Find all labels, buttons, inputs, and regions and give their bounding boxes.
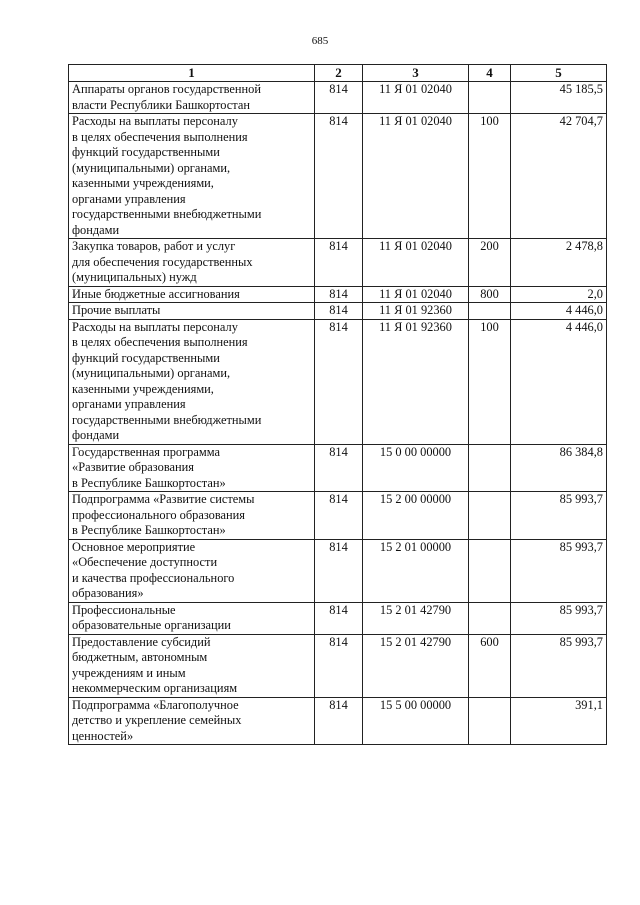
amount-cell: 85 993,7 bbox=[511, 539, 607, 602]
expense-type-cell bbox=[469, 539, 511, 602]
ministry-code-cell: 814 bbox=[315, 286, 363, 303]
table-row bbox=[69, 602, 607, 634]
page-number: 685 bbox=[311, 35, 329, 47]
column-header-4: 4 bbox=[469, 65, 511, 82]
expense-type-cell: 200 bbox=[469, 239, 511, 287]
expense-type-cell bbox=[469, 697, 511, 745]
table-row bbox=[69, 492, 607, 540]
amount-cell: 42 704,7 bbox=[511, 114, 607, 239]
amount-cell: 4 446,0 bbox=[511, 319, 607, 444]
table-row bbox=[69, 539, 607, 602]
table-row bbox=[69, 444, 607, 492]
row-name: Иные бюджетные ассигнования bbox=[72, 286, 240, 301]
amount-cell: 85 993,7 bbox=[511, 634, 607, 697]
target-article-cell: 11 Я 01 92360 bbox=[363, 319, 469, 444]
target-article-cell: 15 2 01 00000 bbox=[363, 539, 469, 602]
row-name-cell bbox=[69, 286, 315, 303]
row-name-cell bbox=[69, 634, 315, 697]
row-name: Предоставление субсидий бюджетным, автономным учреждениям и иным некоммерческим организациям bbox=[72, 634, 238, 695]
ministry-code-cell: 814 bbox=[315, 114, 363, 239]
row-name: Основное мероприятие «Обеспечение доступности и качества профессионального образования» bbox=[72, 539, 235, 600]
table-row bbox=[69, 634, 607, 697]
expense-type-cell bbox=[469, 303, 511, 320]
target-article-cell: 11 Я 01 02040 bbox=[363, 114, 469, 239]
row-name: Профессиональные образовательные организации bbox=[72, 602, 231, 632]
target-article-cell: 15 5 00 00000 bbox=[363, 697, 469, 745]
ministry-code-cell: 814 bbox=[315, 697, 363, 745]
row-name-cell bbox=[69, 239, 315, 287]
row-name-cell bbox=[69, 492, 315, 540]
expense-type-cell bbox=[469, 492, 511, 540]
header-row bbox=[69, 65, 607, 82]
amount-cell: 2,0 bbox=[511, 286, 607, 303]
column-header-1: 1 bbox=[69, 65, 315, 82]
table-row bbox=[69, 697, 607, 745]
expense-type-cell: 100 bbox=[469, 114, 511, 239]
budget-table bbox=[68, 64, 607, 745]
amount-cell: 85 993,7 bbox=[511, 492, 607, 540]
table-row bbox=[69, 286, 607, 303]
row-name: Закупка товаров, работ и услуг для обеспечения государственных (муниципальных) нужд bbox=[72, 239, 253, 284]
target-article-cell: 11 Я 01 02040 bbox=[363, 239, 469, 287]
table-row bbox=[69, 303, 607, 320]
column-header-2: 2 bbox=[315, 65, 363, 82]
expense-type-cell: 800 bbox=[469, 286, 511, 303]
row-name-cell bbox=[69, 114, 315, 239]
amount-cell: 86 384,8 bbox=[511, 444, 607, 492]
expense-type-cell bbox=[469, 444, 511, 492]
row-name-cell bbox=[69, 697, 315, 745]
row-name-cell bbox=[69, 444, 315, 492]
row-name: Государственная программа «Развитие образования в Республике Башкортостан» bbox=[72, 444, 226, 490]
row-name: Расходы на выплаты персоналу в целях обеспечения выполнения функций государственными (муниципальными) органами, казенными учреждениями, органами управления государственными внебюджетными фондами bbox=[72, 319, 262, 442]
target-article-cell: 15 2 01 42790 bbox=[363, 602, 469, 634]
table-body bbox=[69, 82, 607, 745]
row-name: Подпрограмма «Развитие системы профессионального образования в Республике Башкортостан» bbox=[72, 492, 255, 537]
amount-cell: 4 446,0 bbox=[511, 303, 607, 320]
ministry-code-cell: 814 bbox=[315, 634, 363, 697]
row-name-cell bbox=[69, 602, 315, 634]
row-name: Подпрограмма «Благополучное детство и укрепление семейных ценностей» bbox=[72, 697, 242, 743]
table-row bbox=[69, 82, 607, 114]
target-article-cell: 11 Я 01 02040 bbox=[363, 82, 469, 114]
target-article-cell: 15 2 01 42790 bbox=[363, 634, 469, 697]
expense-type-cell: 100 bbox=[469, 319, 511, 444]
ministry-code-cell: 814 bbox=[315, 303, 363, 320]
expense-type-cell bbox=[469, 82, 511, 114]
row-name-cell bbox=[69, 303, 315, 320]
table-row bbox=[69, 319, 607, 444]
target-article-cell: 11 Я 01 92360 bbox=[363, 303, 469, 320]
ministry-code-cell: 814 bbox=[315, 492, 363, 540]
ministry-code-cell: 814 bbox=[315, 239, 363, 287]
ministry-code-cell: 814 bbox=[315, 539, 363, 602]
row-name: Прочие выплаты bbox=[72, 303, 161, 317]
table-row bbox=[69, 239, 607, 287]
row-name-cell bbox=[69, 539, 315, 602]
amount-cell: 85 993,7 bbox=[511, 602, 607, 634]
ministry-code-cell: 814 bbox=[315, 82, 363, 114]
expense-type-cell: 600 bbox=[469, 634, 511, 697]
column-header-5: 5 bbox=[511, 65, 607, 82]
target-article-cell: 15 2 00 00000 bbox=[363, 492, 469, 540]
row-name: Расходы на выплаты персоналу в целях обеспечения выполнения функций государственными (муниципальными) органами, казенными учреждениями, органами управления государственными внебюджетными фондами bbox=[72, 114, 262, 237]
ministry-code-cell: 814 bbox=[315, 602, 363, 634]
amount-cell: 45 185,5 bbox=[511, 82, 607, 114]
row-name-cell bbox=[69, 319, 315, 444]
ministry-code-cell: 814 bbox=[315, 319, 363, 444]
target-article-cell: 15 0 00 00000 bbox=[363, 444, 469, 492]
amount-cell: 2 478,8 bbox=[511, 239, 607, 287]
column-header-3: 3 bbox=[363, 65, 469, 82]
target-article-cell: 11 Я 01 02040 bbox=[363, 286, 469, 303]
table-row bbox=[69, 114, 607, 239]
ministry-code-cell: 814 bbox=[315, 444, 363, 492]
amount-cell: 391,1 bbox=[511, 697, 607, 745]
row-name: Аппараты органов государственной власти Республики Башкортостан bbox=[72, 82, 261, 112]
row-name-cell bbox=[69, 82, 315, 114]
expense-type-cell bbox=[469, 602, 511, 634]
